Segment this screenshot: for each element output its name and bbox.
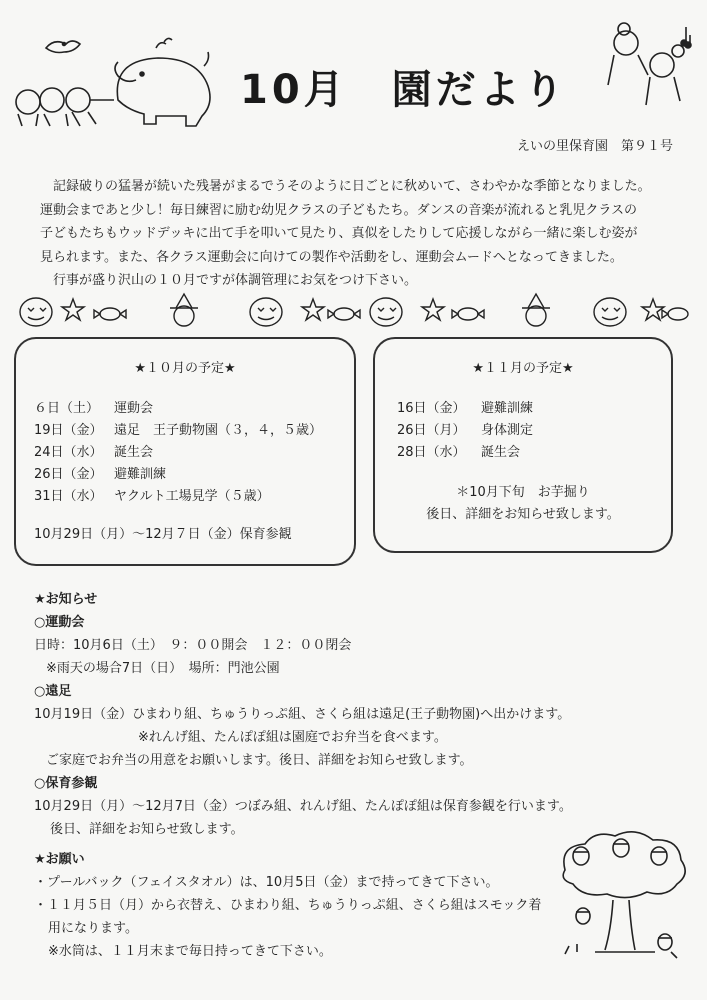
schedule-date: 26日（金） <box>34 467 103 482</box>
notices-heading: ★お知らせ <box>34 592 98 607</box>
kids-flowers-illustration <box>598 15 698 110</box>
sports-day-line: 日時：10月6日（土） ９：００開会 １２：００閉会 <box>34 638 352 653</box>
schedule-date: 19日（金） <box>34 423 103 438</box>
intro-paragraph <box>40 175 680 293</box>
candy-icon <box>328 308 360 320</box>
schedule-event: 運動会 <box>114 401 154 416</box>
pumpkin-icon <box>594 298 626 326</box>
october-schedule-note: 10月29日（月）～12月７日（金）保育参観 <box>34 527 292 542</box>
excursion-line: ※れんげ組、たんぽぽ組は園庭でお弁当を食べます。 <box>138 730 447 745</box>
schedule-row <box>34 398 354 420</box>
intro-line: 子どもたちもウッドデッキに出て手を叩いて見たり、真似をしたりして応援しながら一緒に楽しむ姿が <box>40 226 638 241</box>
schedule-date: 16日（金） <box>397 401 466 416</box>
pumpkin-icon <box>250 298 282 326</box>
pumpkin-icon <box>20 298 52 326</box>
sports-day-line: ※雨天の場合7日（日） 場所：門池公園 <box>46 661 280 676</box>
october-schedule-box <box>14 337 356 566</box>
candy-icon <box>94 308 126 320</box>
pumpkin-icon <box>370 298 402 326</box>
schedule-row <box>34 464 354 486</box>
schedule-event: 誕生会 <box>114 445 154 460</box>
schedule-event: 誕生会 <box>481 445 521 460</box>
november-note-line: ＊10月下旬 お芋掘り <box>456 485 590 500</box>
requests-heading: ★お願い <box>34 852 85 867</box>
excursion-line: ご家庭でお弁当の用意をお願いします。後日、詳細をお知らせ致します。 <box>46 753 473 768</box>
sports-day-heading: ○運動会 <box>34 615 85 630</box>
schedule-date: 31日（水） <box>34 489 103 504</box>
star-icon <box>302 299 324 320</box>
excursion-line: 10月19日（金）ひまわり組、ちゅうりっぷ組、さくら組は遠足(王子動物園)へ出かけます。 <box>34 707 571 722</box>
acorn-tree-illustration <box>555 830 695 960</box>
request-note: ※水筒は、１１月末まで毎日持ってきて下さい。 <box>48 944 332 959</box>
excursion-heading: ○遠足 <box>34 684 72 699</box>
star-icon <box>422 299 444 320</box>
request-item: ・１１月５日（月）から衣替え、ひまわり組、ちゅうりっぷ組、さくら組はスモック着用になります。 <box>34 898 542 936</box>
candy-icon <box>662 308 688 320</box>
schedule-event: 身体測定 <box>481 423 534 438</box>
requests-section <box>34 848 554 963</box>
schedule-event: 避難訓練 <box>114 467 167 482</box>
november-schedule-list <box>375 398 671 464</box>
star-icon <box>642 299 664 320</box>
request-item: ・プールバック（フェイスタオル）は、10月5日（金）まで持ってきて下さい。 <box>34 875 499 890</box>
intro-line: 運動会まであと少し！毎日練習に励む幼児クラスの子どもたち。ダンスの音楽が流れると乳児クラスの <box>40 202 637 218</box>
november-schedule-box <box>373 337 673 553</box>
schedule-date: 26日（月） <box>397 423 466 438</box>
observation-heading: ○保育参観 <box>34 776 98 791</box>
october-schedule-list <box>16 398 354 546</box>
witch-icon <box>522 294 550 326</box>
intro-line: 記録破りの猛暑が続いた残暑がまるでうそのように日ごとに秋めいて、さわやかな季節となりました。 <box>40 179 651 194</box>
page-title: 10月 園だより <box>240 67 568 113</box>
schedule-date: 24日（水） <box>34 445 103 460</box>
november-schedule-title: ★１１月の予定★ <box>472 361 574 376</box>
schedule-row <box>397 442 671 464</box>
schedule-row <box>34 486 354 508</box>
observation-line: 10月29日（月）～12月7日（金）つぼみ組、れんげ組、たんぽぽ組は保育参観を行います。 <box>34 799 572 814</box>
intro-line: 行事が盛り沢山の１０月ですが体調管理にお気をつけ下さい。 <box>40 273 418 288</box>
candy-icon <box>452 308 484 320</box>
observation-line: 後日、詳細をお知らせ致します。 <box>50 822 244 837</box>
schedule-event: 遠足 王子動物園（３，４，５歳） <box>114 423 323 438</box>
schedule-date: ６日（土） <box>34 401 100 416</box>
schedule-event: ヤクルト工場見学（５歳） <box>114 489 270 504</box>
november-note-line: 後日、詳細をお知らせ致します。 <box>426 507 620 522</box>
schedule-row <box>397 398 671 420</box>
witch-icon <box>170 294 198 326</box>
halloween-border <box>14 292 694 332</box>
school-issue-label: えいの里保育園 第９１号 <box>516 139 673 154</box>
elephant-kids-illustration <box>8 30 223 130</box>
october-schedule-title: ★１０月の予定★ <box>134 361 236 376</box>
november-schedule-note <box>375 482 671 526</box>
intro-line: 見られます。また、各クラス運動会に向けての製作や活動をし、運動会ムードへとなってきました。 <box>40 249 623 265</box>
notices-section <box>34 588 674 841</box>
star-icon <box>62 299 84 320</box>
schedule-row <box>34 442 354 464</box>
schedule-row <box>397 420 671 442</box>
schedule-event: 避難訓練 <box>481 401 534 416</box>
schedule-date: 28日（水） <box>397 445 466 460</box>
schedule-row <box>34 420 354 442</box>
